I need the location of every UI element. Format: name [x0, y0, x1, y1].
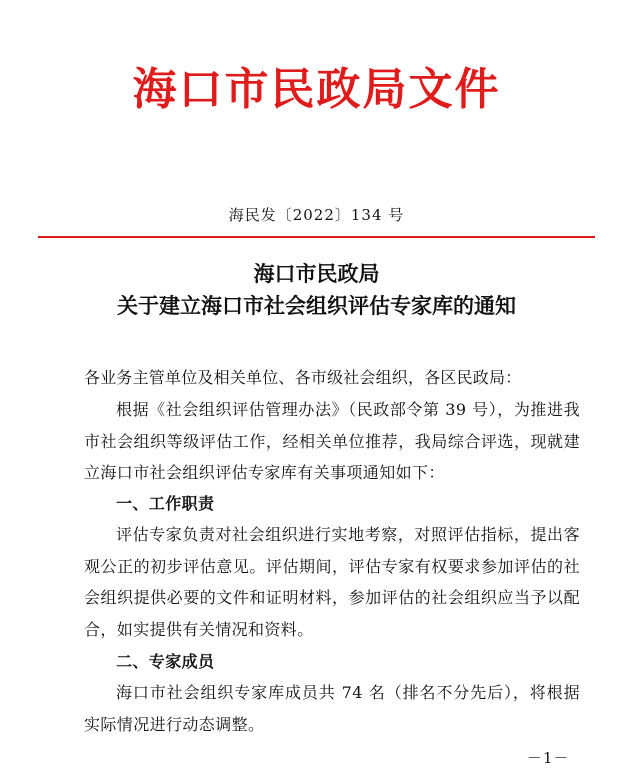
page-number: －1－: [527, 749, 570, 767]
section-heading-1: 一、工作职责: [116, 494, 215, 513]
red-divider-line: [38, 236, 595, 238]
title-line-2: 关于建立海口市社会组织评估专家库的通知: [117, 293, 516, 318]
section-paragraph-2: 海口市社会组织专家库成员共 74 名（排名不分先后），将根据实际情况进行动态调整。: [84, 683, 580, 734]
intro-paragraph: 根据《社会组织评估管理办法》（民政部令第 39 号），为推进我市社会组织等级评估工作，经相关单位推荐，我局综合评选，现就建立海口市社会组织评估专家库有关事项通知如下：: [84, 400, 580, 482]
title-line-1: 海口市民政局: [253, 261, 380, 286]
section-heading-2: 二、专家成员: [116, 652, 215, 671]
section-paragraph-1: 评估专家负责对社会组织进行实地考察，对照评估指标，提出客观公正的初步评估意见。评估期间，评估专家有权要求参加评估的社会组织提供必要的文件和证明材料，参加评估的社会组织应当予以配合，如实提供有关情况和资料。: [84, 525, 580, 639]
salutation: 各业务主管单位及相关单位、各市级社会组织，各区民政局：: [84, 368, 522, 387]
document-masthead: 海口市民政局文件: [132, 64, 501, 115]
document-number: 海民发〔2022〕134 号: [228, 206, 405, 224]
